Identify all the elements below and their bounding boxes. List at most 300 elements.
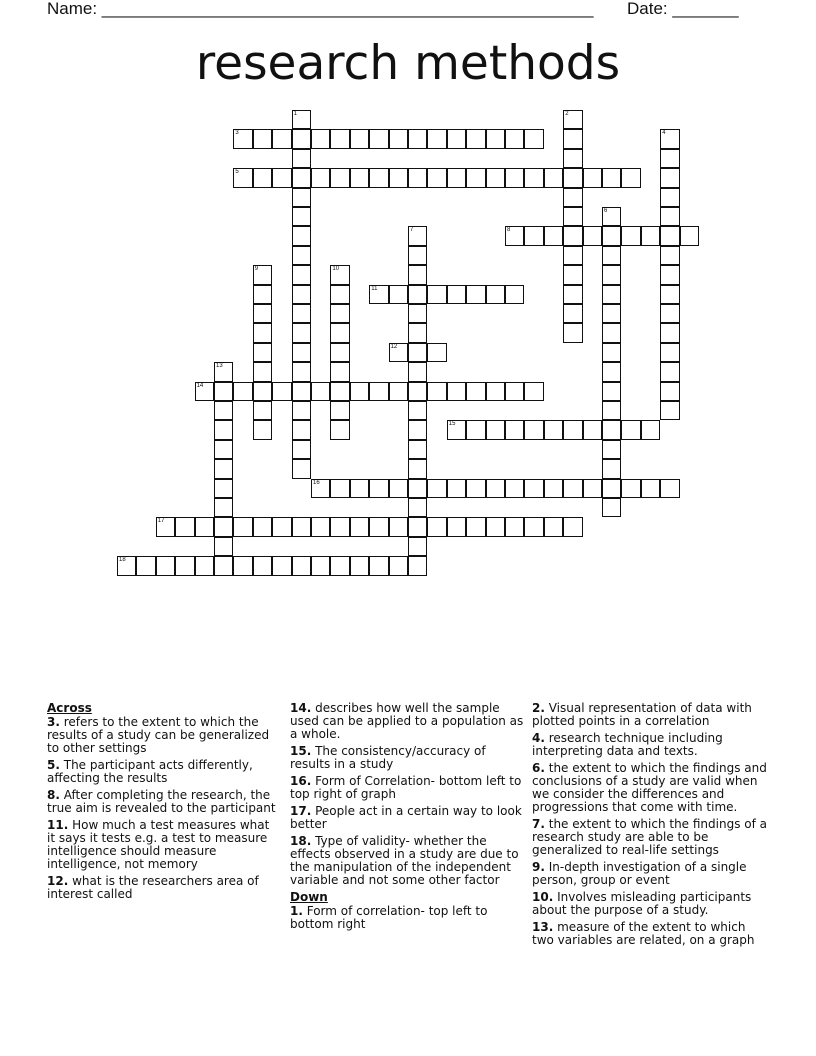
down-heading: Down	[290, 890, 328, 904]
crossword-cell[interactable]	[563, 517, 582, 536]
crossword-cell[interactable]	[621, 168, 640, 187]
crossword-cell[interactable]	[156, 556, 175, 575]
crossword-cell[interactable]	[563, 168, 582, 187]
crossword-cell[interactable]	[447, 129, 466, 148]
crossword-cell[interactable]	[660, 207, 679, 226]
crossword-cell[interactable]	[602, 382, 621, 401]
crossword-cell[interactable]	[350, 168, 369, 187]
crossword-cell[interactable]	[369, 129, 388, 148]
clue	[532, 818, 768, 857]
crossword-cell[interactable]	[292, 285, 311, 304]
crossword-cell[interactable]	[195, 556, 214, 575]
crossword-cell[interactable]	[621, 420, 640, 439]
crossword-cell[interactable]	[253, 420, 272, 439]
crossword-cell[interactable]	[602, 479, 621, 498]
clue-text: the extent to which the findings of a research study are able to be generalized to real-life settings	[532, 817, 768, 857]
crossword-cell[interactable]	[389, 556, 408, 575]
crossword-cell[interactable]	[408, 517, 427, 536]
crossword-cell[interactable]	[602, 459, 621, 478]
crossword-cell[interactable]	[369, 382, 388, 401]
crossword-cell[interactable]	[214, 382, 233, 401]
crossword-cell[interactable]	[330, 129, 349, 148]
crossword-cell[interactable]	[389, 168, 408, 187]
crossword-cell[interactable]	[544, 226, 563, 245]
crossword-cell[interactable]	[602, 168, 621, 187]
crossword-cell[interactable]	[253, 323, 272, 342]
crossword-cell[interactable]	[660, 149, 679, 168]
crossword-cell[interactable]	[408, 285, 427, 304]
crossword-cell[interactable]	[233, 517, 252, 536]
crossword-cell[interactable]	[272, 168, 291, 187]
crossword-cell[interactable]	[447, 285, 466, 304]
clue	[47, 789, 277, 815]
down-clue-list-part-2	[532, 702, 768, 947]
crossword-cell[interactable]	[292, 382, 311, 401]
crossword-cell[interactable]	[408, 459, 427, 478]
crossword-cell[interactable]	[233, 556, 252, 575]
crossword-cell[interactable]	[621, 226, 640, 245]
crossword-cell[interactable]	[311, 517, 330, 536]
clue	[532, 891, 768, 917]
crossword-cell[interactable]	[505, 285, 524, 304]
clue-start-number: 17	[157, 518, 165, 525]
clue-number: 15.	[290, 744, 312, 758]
clue	[290, 702, 526, 741]
crossword-cell[interactable]	[660, 304, 679, 323]
crossword-cell[interactable]	[408, 265, 427, 284]
crossword-cell[interactable]	[253, 556, 272, 575]
crossword-cell[interactable]	[602, 226, 621, 245]
crossword-cell[interactable]	[486, 479, 505, 498]
crossword-cell[interactable]	[602, 420, 621, 439]
crossword-cell[interactable]	[292, 420, 311, 439]
crossword-cell[interactable]	[292, 207, 311, 226]
clue	[532, 702, 768, 728]
crossword-cell[interactable]	[660, 382, 679, 401]
crossword-cell[interactable]	[466, 420, 485, 439]
crossword-cell[interactable]	[524, 226, 543, 245]
crossword-cell[interactable]	[311, 479, 330, 498]
crossword-cell[interactable]	[563, 420, 582, 439]
crossword-cell[interactable]	[486, 382, 505, 401]
clue	[47, 759, 277, 785]
crossword-cell[interactable]	[602, 440, 621, 459]
crossword-cell[interactable]	[330, 382, 349, 401]
crossword-cell[interactable]	[680, 226, 699, 245]
clue-number: 5.	[47, 758, 60, 772]
crossword-cell[interactable]	[408, 362, 427, 381]
crossword-cell[interactable]	[602, 207, 621, 226]
crossword-cell[interactable]	[292, 129, 311, 148]
crossword-cell[interactable]	[330, 323, 349, 342]
clue-text: Form of correlation- top left to bottom right	[290, 904, 488, 931]
crossword-cell[interactable]	[253, 362, 272, 381]
clue-text: measure of the extent to which two variables are related, on a graph	[532, 920, 755, 947]
clue-number: 16.	[290, 774, 312, 788]
crossword-cell[interactable]	[330, 517, 349, 536]
crossword-cell[interactable]	[292, 459, 311, 478]
crossword-cell[interactable]	[563, 226, 582, 245]
crossword-cell[interactable]	[214, 498, 233, 517]
crossword-cell[interactable]	[427, 285, 446, 304]
crossword-cell[interactable]	[253, 517, 272, 536]
clue-start-number: 10	[332, 266, 340, 273]
crossword-cell[interactable]	[427, 517, 446, 536]
crossword-cell[interactable]	[233, 168, 252, 187]
crossword-cell[interactable]	[117, 556, 136, 575]
clue-text: Type of validity- whether the effects observed in a study are due to the manipulation of the independent variable and not some other factor	[290, 834, 519, 887]
crossword-cell[interactable]	[447, 517, 466, 536]
crossword-cell[interactable]	[408, 401, 427, 420]
crossword-cell[interactable]	[253, 129, 272, 148]
crossword-cell[interactable]	[330, 285, 349, 304]
clue-text: The participant acts differently, affecting the results	[47, 758, 253, 785]
crossword-cell[interactable]	[350, 517, 369, 536]
crossword-cell[interactable]	[330, 265, 349, 284]
clue-text: research technique including interpreting data and texts.	[532, 731, 723, 758]
clue-start-number: 1	[293, 111, 297, 117]
crossword-cell[interactable]	[486, 285, 505, 304]
crossword-cell[interactable]	[233, 129, 252, 148]
clue-text: Visual representation of data with plotted points in a correlation	[532, 701, 752, 728]
crossword-cell[interactable]	[330, 420, 349, 439]
crossword-cell[interactable]	[408, 498, 427, 517]
clue-start-number: 3	[235, 130, 239, 137]
crossword-cell[interactable]	[408, 323, 427, 342]
crossword-cell[interactable]	[408, 440, 427, 459]
crossword-cell[interactable]	[408, 246, 427, 265]
crossword-cell[interactable]	[292, 149, 311, 168]
crossword-cell[interactable]	[408, 168, 427, 187]
crossword-cell[interactable]	[486, 168, 505, 187]
crossword-cell[interactable]	[447, 479, 466, 498]
crossword-cell[interactable]	[563, 479, 582, 498]
date-field-line[interactable]: Date: _______	[627, 0, 739, 18]
crossword-cell[interactable]	[486, 129, 505, 148]
clue-start-number: 7	[410, 227, 414, 234]
crossword-cell[interactable]	[524, 420, 543, 439]
crossword-cell[interactable]	[156, 517, 175, 536]
crossword-cell[interactable]	[602, 343, 621, 362]
clue	[47, 875, 277, 901]
clue	[532, 732, 768, 758]
clue-number: 2.	[532, 701, 545, 715]
crossword-cell[interactable]	[408, 537, 427, 556]
crossword-cell[interactable]	[408, 556, 427, 575]
crossword-cell[interactable]	[563, 323, 582, 342]
crossword-cell[interactable]	[311, 556, 330, 575]
crossword-cell[interactable]	[447, 420, 466, 439]
crossword-cell[interactable]	[427, 343, 446, 362]
crossword-cell[interactable]	[350, 479, 369, 498]
crossword-cell[interactable]	[466, 168, 485, 187]
crossword-cell[interactable]	[214, 556, 233, 575]
crossword-cell[interactable]	[369, 479, 388, 498]
crossword-cell[interactable]	[311, 129, 330, 148]
crossword-cell[interactable]	[292, 440, 311, 459]
crossword-cell[interactable]	[292, 343, 311, 362]
clue	[290, 805, 526, 831]
crossword-cell[interactable]	[466, 517, 485, 536]
clue-start-number: 2	[565, 111, 569, 117]
crossword-cell[interactable]	[524, 129, 543, 148]
down-clue-list-part-1	[290, 905, 526, 931]
clue	[47, 716, 277, 755]
crossword-cell[interactable]	[486, 420, 505, 439]
crossword-cell[interactable]	[292, 517, 311, 536]
crossword-cell[interactable]	[214, 459, 233, 478]
crossword-cell[interactable]	[292, 188, 311, 207]
clues-column-1	[47, 702, 277, 905]
crossword-cell[interactable]	[563, 246, 582, 265]
crossword-cell[interactable]	[505, 382, 524, 401]
crossword-cell[interactable]	[544, 420, 563, 439]
crossword-cell[interactable]	[292, 304, 311, 323]
crossword-cell[interactable]	[292, 265, 311, 284]
crossword-cell[interactable]	[544, 479, 563, 498]
clue	[290, 745, 526, 771]
clue-start-number: 16	[313, 479, 320, 486]
crossword-cell[interactable]	[660, 188, 679, 207]
clue-number: 11.	[47, 818, 69, 832]
crossword-cell[interactable]	[641, 479, 660, 498]
crossword-cell[interactable]	[602, 323, 621, 342]
crossword-cell[interactable]	[660, 168, 679, 187]
clue	[532, 762, 768, 814]
crossword-cell[interactable]	[660, 479, 679, 498]
crossword-cell[interactable]	[466, 479, 485, 498]
crossword-cell[interactable]	[505, 168, 524, 187]
crossword-cell[interactable]	[253, 168, 272, 187]
crossword-cell[interactable]	[602, 246, 621, 265]
crossword-cell[interactable]	[369, 517, 388, 536]
clue	[290, 775, 526, 801]
crossword-cell[interactable]	[292, 401, 311, 420]
crossword-cell[interactable]	[253, 304, 272, 323]
crossword-cell[interactable]	[389, 285, 408, 304]
clue-text: The consistency/accuracy of results in a study	[290, 744, 486, 771]
crossword-cell[interactable]	[253, 343, 272, 362]
crossword-cell[interactable]	[660, 226, 679, 245]
crossword-cell[interactable]	[505, 420, 524, 439]
crossword-cell[interactable]	[389, 517, 408, 536]
crossword-cell[interactable]	[350, 556, 369, 575]
crossword-cell[interactable]	[408, 420, 427, 439]
clue-text: describes how well the sample used can be applied to a population as a whole.	[290, 701, 524, 741]
clue-start-number: 6	[604, 208, 608, 214]
clue-text: what is the researchers area of interest called	[47, 874, 259, 901]
crossword-cell[interactable]	[602, 304, 621, 323]
crossword-cell[interactable]	[427, 382, 446, 401]
crossword-cell[interactable]	[524, 382, 543, 401]
crossword-cell[interactable]	[330, 304, 349, 323]
crossword-cell[interactable]	[214, 420, 233, 439]
crossword-cell[interactable]	[311, 168, 330, 187]
crossword-cell[interactable]	[272, 382, 291, 401]
crossword-cell[interactable]	[408, 343, 427, 362]
clue-number: 13.	[532, 920, 554, 934]
crossword-cell[interactable]	[660, 323, 679, 342]
crossword-cell[interactable]	[369, 168, 388, 187]
crossword-cell[interactable]	[486, 517, 505, 536]
across-clue-list-part-1	[47, 716, 277, 901]
clue	[47, 819, 277, 871]
crossword-cell[interactable]	[408, 382, 427, 401]
crossword-cell[interactable]	[253, 285, 272, 304]
clue-number: 18.	[290, 834, 312, 848]
clue-start-number: 13	[216, 363, 223, 370]
crossword-cell[interactable]	[602, 285, 621, 304]
crossword-cell[interactable]	[195, 382, 214, 401]
crossword-cell[interactable]	[272, 129, 291, 148]
crossword-cell[interactable]	[408, 479, 427, 498]
clue-start-number: 8	[507, 227, 511, 234]
crossword-cell[interactable]	[292, 110, 311, 129]
crossword-cell[interactable]	[214, 401, 233, 420]
crossword-cell[interactable]	[389, 382, 408, 401]
clue-number: 12.	[47, 874, 69, 888]
crossword-cell[interactable]	[583, 420, 602, 439]
crossword-cell[interactable]	[524, 479, 543, 498]
crossword-cell[interactable]	[272, 517, 291, 536]
crossword-cell[interactable]	[544, 168, 563, 187]
crossword-cell[interactable]	[660, 401, 679, 420]
crossword-cell[interactable]	[272, 556, 291, 575]
clue-number: 6.	[532, 761, 545, 775]
crossword-cell[interactable]	[505, 226, 524, 245]
clue-number: 17.	[290, 804, 312, 818]
clue-start-number: 12	[390, 343, 398, 350]
crossword-cell[interactable]	[175, 517, 194, 536]
crossword-cell[interactable]	[214, 517, 233, 536]
crossword-cell[interactable]	[563, 149, 582, 168]
crossword-cell[interactable]	[466, 382, 485, 401]
crossword-cell[interactable]	[602, 498, 621, 517]
crossword-cell[interactable]	[621, 479, 640, 498]
crossword-cell[interactable]	[233, 382, 252, 401]
crossword-cell[interactable]	[641, 226, 660, 245]
clue-number: 10.	[532, 890, 554, 904]
crossword-cell[interactable]	[447, 382, 466, 401]
crossword-cell[interactable]	[369, 285, 388, 304]
crossword-cell[interactable]	[253, 265, 272, 284]
crossword-cell[interactable]	[447, 168, 466, 187]
across-clue-list-part-2	[290, 702, 526, 887]
crossword-cell[interactable]	[292, 556, 311, 575]
clue-start-number: 5	[235, 169, 239, 176]
clues-column-2	[290, 702, 526, 935]
crossword-cell[interactable]	[427, 129, 446, 148]
crossword-cell[interactable]	[660, 285, 679, 304]
crossword-cell[interactable]	[641, 420, 660, 439]
crossword-cell[interactable]	[214, 440, 233, 459]
crossword-cell[interactable]	[505, 517, 524, 536]
clue-number: 3.	[47, 715, 60, 729]
crossword-cell[interactable]	[466, 129, 485, 148]
crossword-cell[interactable]	[563, 129, 582, 148]
crossword-cell[interactable]	[563, 188, 582, 207]
crossword-cell[interactable]	[330, 168, 349, 187]
crossword-cell[interactable]	[602, 265, 621, 284]
crossword-cell[interactable]	[311, 382, 330, 401]
crossword-cell[interactable]	[408, 129, 427, 148]
crossword-cell[interactable]	[330, 556, 349, 575]
crossword-cell[interactable]	[214, 479, 233, 498]
crossword-cell[interactable]	[563, 304, 582, 323]
crossword-cell[interactable]	[583, 226, 602, 245]
crossword-cell[interactable]	[175, 556, 194, 575]
crossword-cell[interactable]	[292, 323, 311, 342]
crossword-cell[interactable]	[505, 479, 524, 498]
clue-start-number: 11	[371, 285, 378, 292]
clue	[290, 835, 526, 887]
crossword-cell[interactable]	[136, 556, 155, 575]
crossword-cell[interactable]	[389, 129, 408, 148]
crossword-cell[interactable]	[214, 362, 233, 381]
crossword-cell[interactable]	[330, 401, 349, 420]
crossword-cell[interactable]	[330, 362, 349, 381]
clue-start-number: 4	[662, 130, 666, 137]
crossword-cell[interactable]	[350, 129, 369, 148]
crossword-cell[interactable]	[253, 401, 272, 420]
crossword-cell[interactable]	[330, 343, 349, 362]
crossword-cell[interactable]	[660, 343, 679, 362]
crossword-cell[interactable]	[602, 401, 621, 420]
crossword-cell[interactable]	[563, 265, 582, 284]
crossword-cell[interactable]	[292, 362, 311, 381]
clue-start-number: 15	[448, 421, 456, 428]
crossword-cell[interactable]	[524, 517, 543, 536]
crossword-cell[interactable]	[195, 517, 214, 536]
crossword-cell[interactable]	[427, 168, 446, 187]
crossword-cell[interactable]	[563, 207, 582, 226]
crossword-cell[interactable]	[563, 110, 582, 129]
crossword-cell[interactable]	[660, 246, 679, 265]
crossword-cell[interactable]	[330, 479, 349, 498]
clue-number: 4.	[532, 731, 545, 745]
clue	[532, 921, 768, 947]
crossword-cell[interactable]	[408, 226, 427, 245]
crossword-cell[interactable]	[408, 304, 427, 323]
crossword-cell[interactable]	[292, 168, 311, 187]
crossword-cell[interactable]	[583, 479, 602, 498]
crossword-cell[interactable]	[427, 479, 446, 498]
crossword-cell[interactable]	[253, 382, 272, 401]
crossword-cell[interactable]	[660, 129, 679, 148]
crossword-cell[interactable]	[660, 362, 679, 381]
crossword-cell[interactable]	[602, 362, 621, 381]
crossword-cell[interactable]	[524, 168, 543, 187]
clues-column-3	[532, 702, 768, 951]
crossword-cell[interactable]	[369, 556, 388, 575]
crossword-cell[interactable]	[505, 129, 524, 148]
crossword-cell[interactable]	[389, 343, 408, 362]
crossword-cell[interactable]	[544, 517, 563, 536]
crossword-cell[interactable]	[292, 246, 311, 265]
clue-text: People act in a certain way to look better	[290, 804, 522, 831]
crossword-cell[interactable]	[583, 168, 602, 187]
crossword-cell[interactable]	[563, 285, 582, 304]
crossword-cell[interactable]	[350, 382, 369, 401]
clue-text: Form of Correlation- bottom left to top right of graph	[290, 774, 522, 801]
crossword-cell[interactable]	[292, 226, 311, 245]
crossword-cell[interactable]	[214, 537, 233, 556]
crossword-cell[interactable]	[466, 285, 485, 304]
clue-text: refers to the extent to which the results of a study can be generalized to other settings	[47, 715, 270, 755]
crossword-cell[interactable]	[389, 479, 408, 498]
crossword-cell[interactable]	[660, 265, 679, 284]
name-field-line[interactable]: Name: ____________________________________________________	[47, 0, 594, 18]
